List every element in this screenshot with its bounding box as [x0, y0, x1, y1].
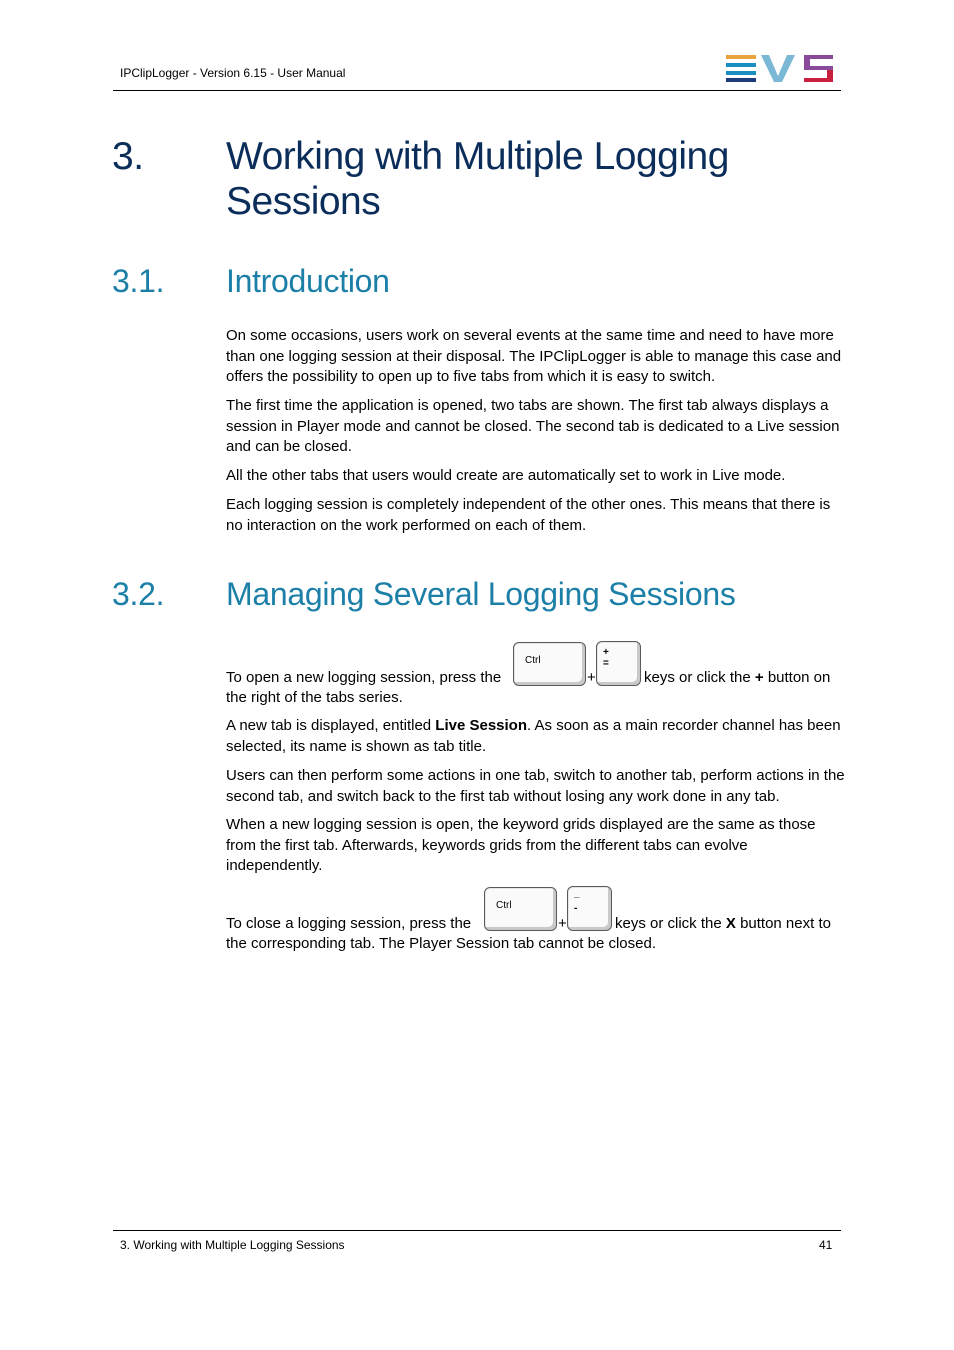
running-header: IPClipLogger - Version 6.15 - User Manual [120, 66, 346, 80]
open-session-text-line2: the right of the tabs series. [226, 689, 403, 706]
close-session-text-after: keys or click the X button next to [615, 915, 831, 932]
key-label: Ctrl [525, 655, 541, 666]
minus-key-icon [567, 886, 612, 931]
paragraph: The first time the application is opened, two tabs are shown. The first tab always displays a session in Player mode and cannot be closed. The second tab is dedicated to a Live session and can be closed. [226, 397, 840, 456]
paragraph-new-tab: A new tab is displayed, entitled Live Session. As soon as a main recorder channel has been selected, its name is shown as tab title. [226, 717, 841, 755]
plus-equals-key-icon [596, 641, 641, 686]
paragraph: Each logging session is completely independent of the other ones. This means that there is no interaction on the work performed on each of them. [226, 496, 831, 534]
ctrl-key-icon [484, 887, 557, 931]
section-title: Managing Several Logging Sessions [226, 576, 736, 612]
plus-sign: + [587, 669, 596, 686]
key-label: _ [574, 888, 580, 899]
paragraph: Users can then perform some actions in one tab, switch to another tab, perform actions in the second tab, and switch back to the first tab without losing any work done in any tab. [226, 767, 845, 805]
paragraph: All the other tabs that users would create are automatically set to work in Live mode. [226, 467, 786, 484]
paragraph: On some occasions, users work on several events at the same time and need to have more than one logging session at their disposal. The IPClipLogger is able to manage this case and offers the possibility to open up to five tabs from which it is easy to switch. [226, 327, 842, 386]
plus-sign: + [558, 915, 567, 932]
ctrl-key-icon [513, 642, 586, 686]
paragraph: When a new logging session is open, the keyword grids displayed are the same as those from the first tab. Afterwards, keywords grids from the different tabs can evolve independently. [226, 816, 816, 875]
footer-rule [113, 1230, 841, 1231]
key-label: - [574, 903, 578, 914]
header-rule [113, 90, 841, 91]
section-number: 3.1. [112, 263, 165, 299]
chapter-number: 3. [112, 135, 144, 178]
key-label: Ctrl [496, 900, 512, 911]
key-label: + [603, 647, 609, 658]
key-label: = [603, 658, 609, 669]
footer-chapter: 3. Working with Multiple Logging Sessions [120, 1238, 345, 1252]
open-session-text-after: keys or click the + button on [644, 669, 831, 686]
evs-logo [726, 54, 836, 89]
section-number: 3.2. [112, 576, 165, 612]
page-number: 41 [819, 1238, 833, 1252]
chapter-title: Working with Multiple Logging Sessions [226, 135, 729, 223]
open-session-text: To open a new logging session, press the [226, 669, 502, 686]
close-session-text-line2: the corresponding tab. The Player Session tab cannot be closed. [226, 935, 656, 952]
section-title: Introduction [226, 263, 390, 299]
close-session-text: To close a logging session, press the [226, 915, 472, 932]
